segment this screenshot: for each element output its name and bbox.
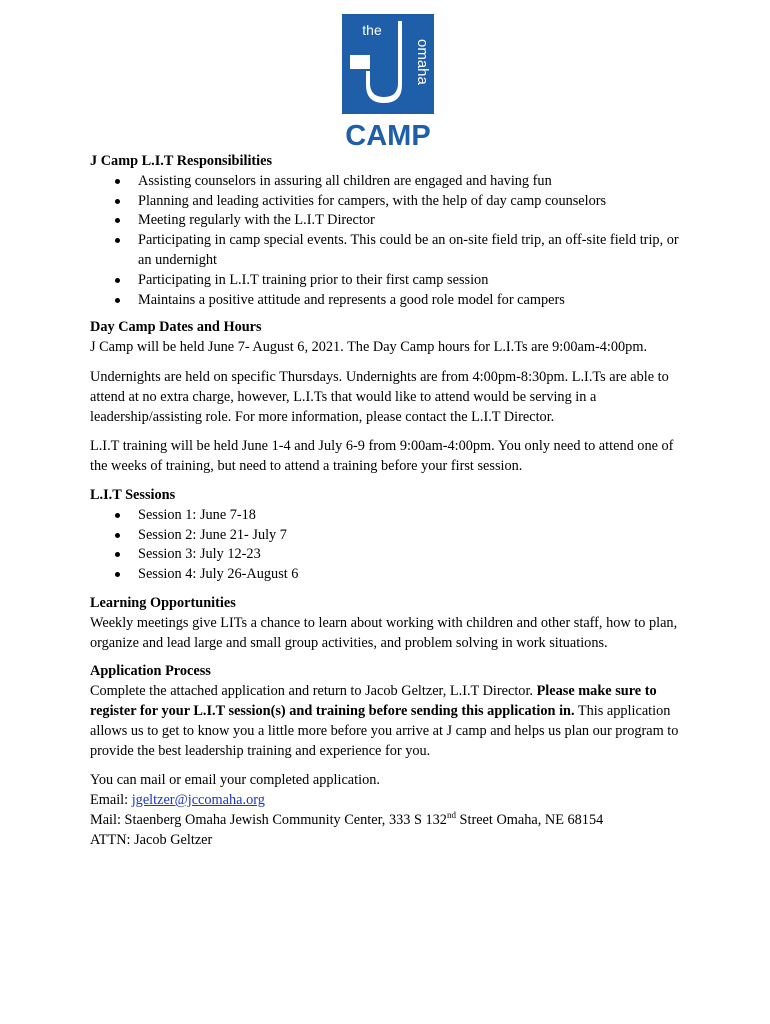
application-text-end: This application allows us to get to know you a little more before you arrive at J camp and helps us plan our program to provide the best leadership training and experience for you. xyxy=(90,702,679,759)
contact-intro: You can mail or email your completed application. xyxy=(90,772,380,789)
responsibility-item: Participating in L.I.T training prior to their first camp session xyxy=(90,271,690,291)
dates-heading: Day Camp Dates and Hours xyxy=(90,319,262,336)
learning-heading: Learning Opportunities xyxy=(90,594,236,611)
email-link[interactable]: jgeltzer@jccomaha.org xyxy=(131,792,265,809)
dates-section xyxy=(90,318,690,477)
session-item: Session 2: June 21- July 7 xyxy=(90,526,690,546)
session-item: Session 3: July 12-23 xyxy=(90,545,690,565)
email-label: Email: xyxy=(90,792,132,809)
responsibilities-heading: J Camp L.I.T Responsibilities xyxy=(90,153,273,169)
undernights-paragraph: Undernights are held on specific Thursdays. Undernights are from 4:00pm-8:30pm. L.I.Ts are able to attend at no extra charge, however, L.I.Ts that would like to attend would be serving in a leadership/assisting role. For more information, please contact the L.I.T Director. xyxy=(90,368,669,425)
application-register-note: Please make sure to register for your L.I.T session(s) and training before sending this application in. xyxy=(90,683,657,719)
logo-the: the xyxy=(362,22,382,38)
responsibility-item: Participating in camp special events. This could be an on-site field trip, an off-site field trip, or an undernight xyxy=(90,231,690,271)
responsibilities-list xyxy=(90,172,690,311)
sessions-heading: L.I.T Sessions xyxy=(90,486,176,503)
contact-attn-line: ATTN: Jacob Geltzer xyxy=(90,831,213,848)
application-heading: Application Process xyxy=(90,663,211,680)
sessions-section xyxy=(90,486,690,585)
responsibilities-section xyxy=(90,152,690,310)
contact-section xyxy=(90,771,690,850)
application-text-start: Complete the attached application and return to Jacob Geltzer, L.I.T Director. xyxy=(90,683,537,700)
camp-logo xyxy=(336,11,440,151)
sessions-list xyxy=(90,506,690,585)
contact-mail-line xyxy=(90,811,690,831)
logo-camp: CAMP xyxy=(345,120,431,151)
mail-address-suffix: nd xyxy=(446,809,456,820)
session-item: Session 4: July 26-August 6 xyxy=(90,565,690,585)
responsibility-item: Assisting counselors in assuring all children are engaged and having fun xyxy=(90,172,690,192)
responsibility-item: Meeting regularly with the L.I.T Director xyxy=(90,211,690,231)
dates-paragraph: J Camp will be held June 7- August 6, 2021. The Day Camp hours for L.I.Ts are 9:00am-4:00pm. xyxy=(90,339,648,356)
application-paragraph xyxy=(90,682,690,761)
application-section xyxy=(90,662,690,761)
mail-address-end: Street Omaha, NE 68154 xyxy=(455,811,604,828)
contact-email-line xyxy=(90,791,690,811)
document-body xyxy=(90,152,690,851)
training-paragraph: L.I.T training will be held June 1-4 and July 6-9 from 9:00am-4:00pm. You only need to attend one of the weeks of training, but need to attend a training before your first session. xyxy=(90,438,674,475)
learning-paragraph: Weekly meetings give LITs a chance to learn about working with children and other staff, how to plan, organize and lead large and small group activities, and problem solving in work situations. xyxy=(90,614,678,651)
mail-address-start: Mail: Staenberg Omaha Jewish Community Center, 333 S 132 xyxy=(90,811,447,828)
logo-omaha: omaha xyxy=(414,39,431,85)
responsibility-item: Planning and leading activities for campers, with the help of day camp counselors xyxy=(90,192,690,212)
session-item: Session 1: June 7-18 xyxy=(90,506,690,526)
responsibility-item: Maintains a positive attitude and represents a good role model for campers xyxy=(90,291,690,311)
learning-section xyxy=(90,594,690,653)
